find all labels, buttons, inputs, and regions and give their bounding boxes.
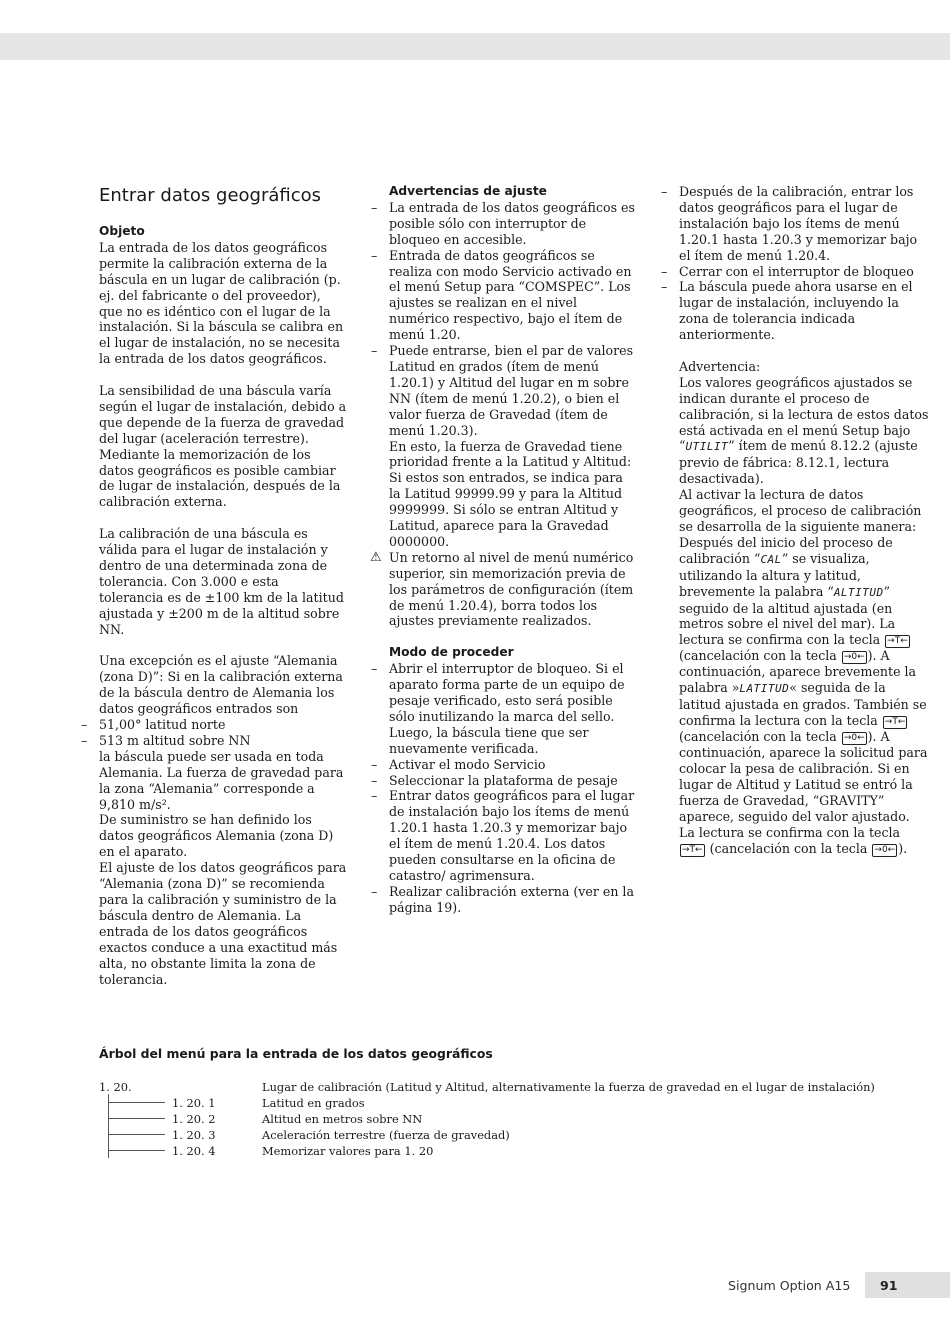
column-2 bbox=[370, 184, 637, 916]
warning-triangle-icon: ⚠ bbox=[370, 549, 382, 565]
menu-tree-root bbox=[99, 1079, 919, 1095]
menu-code: 1. 20. 2 bbox=[172, 1112, 216, 1126]
advertencias-heading: Advertencias de ajuste bbox=[389, 184, 547, 198]
tare-key-icon: →T← bbox=[682, 844, 703, 855]
paragraph-excepcion: Una excepción es el ajuste “Alemania (zona D)”: Si en la calibración externa de la báscula dentro de Alemania los datos geográficos entrados son bbox=[99, 653, 343, 717]
paragraph-gravedad: En esto, la fuerza de Gravedad tiene prioridad frente a la Latitud y Altitud: Si estos son entrados, se indica para la Latitud 99999.99 y para la Altitud 9999999. Si sólo se entran Altitud y Latitud, aparece para la Gravedad 0000000. bbox=[389, 438, 632, 549]
menu-tree-child bbox=[99, 1143, 919, 1159]
menu-desc: Memorizar valores para 1. 20 bbox=[262, 1144, 434, 1158]
advertencia-item: – Entrada de datos geográficos se realiza con modo Servicio activado en el menú Setup para “COMSPEC”. Los ajustes se realizan en el nivel numérico respectivo, bajo el ítem de menú 1.20. bbox=[389, 248, 637, 343]
lcd-utilit: UTILIT bbox=[685, 440, 729, 454]
lcd-cal: CAL bbox=[760, 552, 782, 566]
paragraph-proceso: Después del inicio del proceso de calibración “CAL” se visualiza, utilizando la altura y latitud, brevemente la palabra “ALTITUD” seguido de la altitud ajustada (en metros sobre el nivel del mar). La lectura se confirma con la tecla →T← (cancelación con la tecla →0← ). A continuación, aparece brevemente la palabra »LATITUD« seguida de la latitud ajustada en grados. También se confirma la lectura con la tecla →T← (cancelación con la tecla →0← ). A continuación, aparece la solicitud para colocar la pesa de calibración. Si en lugar de Altitud y Latitud se entró la fuerza de Gravedad, “GRAVITY” aparece, seguido del valor ajustado. La lectura se confirma con la tecla →T← (cancelación con la tecla →0← ). bbox=[679, 534, 928, 856]
step-item: – Abrir el interruptor de bloqueo. Si el aparato forma parte de un equipo de pesaje verificado, esto será posible sólo inutilizando la marca del sello. Luego, la báscula tiene que ser nuevamente verificada. bbox=[389, 661, 637, 756]
menu-desc: Aceleración terrestre (fuerza de gravedad) bbox=[262, 1128, 510, 1142]
list-item-altitud: – 513 m altitud sobre NN bbox=[99, 733, 347, 749]
paragraph-lectura: Al activar la lectura de datos geográficos, el proceso de calibración se desarrolla de la siguiente manera: bbox=[679, 487, 922, 535]
paragraph-recomendacion: El ajuste de los datos geográficos para “Alemania (zona D)” se recomienda para la calibración y suministro de la báscula dentro de Alemania. La entrada de los datos geográficos exactos conduce a una exactitud más alta, no obstante limita la zona de tolerancia. bbox=[99, 860, 347, 987]
column-1 bbox=[99, 184, 347, 987]
footer-doc-name: Signum Option A15 bbox=[728, 1278, 851, 1293]
list-item-latitud: – 51,00° latitud norte bbox=[99, 717, 347, 733]
menu-tree bbox=[99, 1079, 919, 1159]
menu-tree-child bbox=[99, 1095, 919, 1111]
paragraph-sensibilidad: La sensibilidad de una báscula varía según el lugar de instalación, debido a que depende de la fuerza de gravedad del lugar (aceleración terrestre). Mediante la memorización de los datos geográficos es posible cambiar de lugar de instalación, después de la calibración externa. bbox=[99, 383, 347, 510]
zero-key-icon: →0← bbox=[874, 844, 896, 855]
menu-tree-title: Árbol del menú para la entrada de los datos geográficos bbox=[99, 1046, 493, 1061]
lcd-altitud: ALTITUD bbox=[833, 585, 884, 599]
paragraph-suministro: De suministro se han definido los datos geográficos Alemania (zona D) en el aparato. bbox=[99, 812, 334, 860]
paragraph-alemania: la báscula puede ser usada en toda Alemania. La fuerza de gravedad para la zona “Alemania” corresponde a 9,810 m/s². bbox=[99, 748, 344, 812]
advertencia-item: – La entrada de los datos geográficos es posible sólo con interruptor de bloqueo en accesible. bbox=[389, 200, 637, 248]
paragraph-objeto: La entrada de los datos geográficos permite la calibración externa de la báscula en un lugar de calibración (p. ej. del fabricante o del proveedor), que no es idéntico con el lugar de la instalación. Si la báscula se calibra en el lugar de instalación, no se necesita la entrada de los datos geográficos. bbox=[99, 239, 344, 367]
column-3 bbox=[679, 184, 929, 857]
zero-key-icon: →0← bbox=[843, 652, 865, 663]
page-number-box bbox=[865, 1272, 950, 1298]
advertencia-item: – Puede entrarse, bien el par de valores Latitud en grados (ítem de menú 1.20.1) y Altitud del lugar en m sobre NN (ítem de menú 1.20.2), o bien el valor fuerza de Gravedad (ítem de menú 1.20.3). bbox=[389, 343, 637, 438]
menu-code: 1. 20. bbox=[99, 1080, 132, 1094]
paragraph-tolerancia: La calibración de una báscula es válida para el lugar de instalación y dentro de una determinada zona de tolerancia. Con 3.000 e esta tolerancia es de ±100 km de la latitud ajustada y ±200 m de la altitud sobre NN. bbox=[99, 526, 344, 637]
warning-text: Un retorno al nivel de menú numérico superior, sin memorización previa de los parámetros de configuración (ítem de menú 1.20.4), borra todos los ajustes previamente realizados. bbox=[389, 549, 634, 629]
warning-note bbox=[370, 549, 637, 630]
paragraph-valores: Los valores geográficos ajustados se indican durante el proceso de calibración, si la lectura de estos datos está activada en el menú Setup bajo “UTILIT” ítem de menú 8.12.2 (ajuste previo de fábrica: 8.12.1, lectura desactivada). bbox=[679, 374, 929, 487]
modo-heading: Modo de proceder bbox=[389, 645, 514, 660]
step-item: – Activar el modo Servicio bbox=[389, 757, 637, 773]
step-item: – Después de la calibración, entrar los datos geográficos para el lugar de instalación bajo los ítems de menú 1.20.1 hasta 1.20.3 y memorizar bajo el ítem de menú 1.20.4. bbox=[679, 184, 929, 264]
header-bar bbox=[0, 33, 950, 60]
menu-desc: Lugar de calibración (Latitud y Altitud, alternativamente la fuerza de gravedad en el lugar de instalación) bbox=[262, 1080, 875, 1094]
menu-desc: Latitud en grados bbox=[262, 1096, 365, 1110]
menu-code: 1. 20. 4 bbox=[172, 1144, 216, 1158]
tare-key-icon: →T← bbox=[887, 636, 908, 647]
tare-key-icon: →T← bbox=[884, 717, 906, 728]
menu-code: 1. 20. 3 bbox=[172, 1128, 216, 1142]
page-title: Entrar datos geográficos bbox=[99, 185, 322, 206]
menu-code: 1. 20. 1 bbox=[172, 1096, 216, 1110]
objeto-heading: Objeto bbox=[99, 224, 145, 238]
menu-tree-child bbox=[99, 1127, 919, 1143]
step-item: – Entrar datos geográficos para el lugar de instalación bajo los ítems de menú 1.20.1 hasta 1.20.3 y memorizar bajo el ítem de menú 1.20.4. Los datos pueden consultarse en la oficina de catastro/ agrimensura. bbox=[389, 788, 637, 883]
step-item: – Cerrar con el interruptor de bloqueo bbox=[679, 264, 929, 280]
page-number: 91 bbox=[880, 1278, 898, 1293]
lcd-latitud: LATITUD bbox=[739, 682, 790, 696]
zero-key-icon: →0← bbox=[843, 733, 865, 744]
step-item: – La báscula puede ahora usarse en el lugar de instalación, incluyendo la zona de tolerancia indicada anteriormente. bbox=[679, 279, 929, 343]
menu-desc: Altitud en metros sobre NN bbox=[262, 1112, 423, 1126]
step-item: – Realizar calibración externa (ver en la página 19). bbox=[389, 884, 637, 916]
advertencia-label: Advertencia: bbox=[679, 358, 761, 374]
step-item: – Seleccionar la plataforma de pesaje bbox=[389, 773, 637, 789]
menu-tree-child bbox=[99, 1111, 919, 1127]
